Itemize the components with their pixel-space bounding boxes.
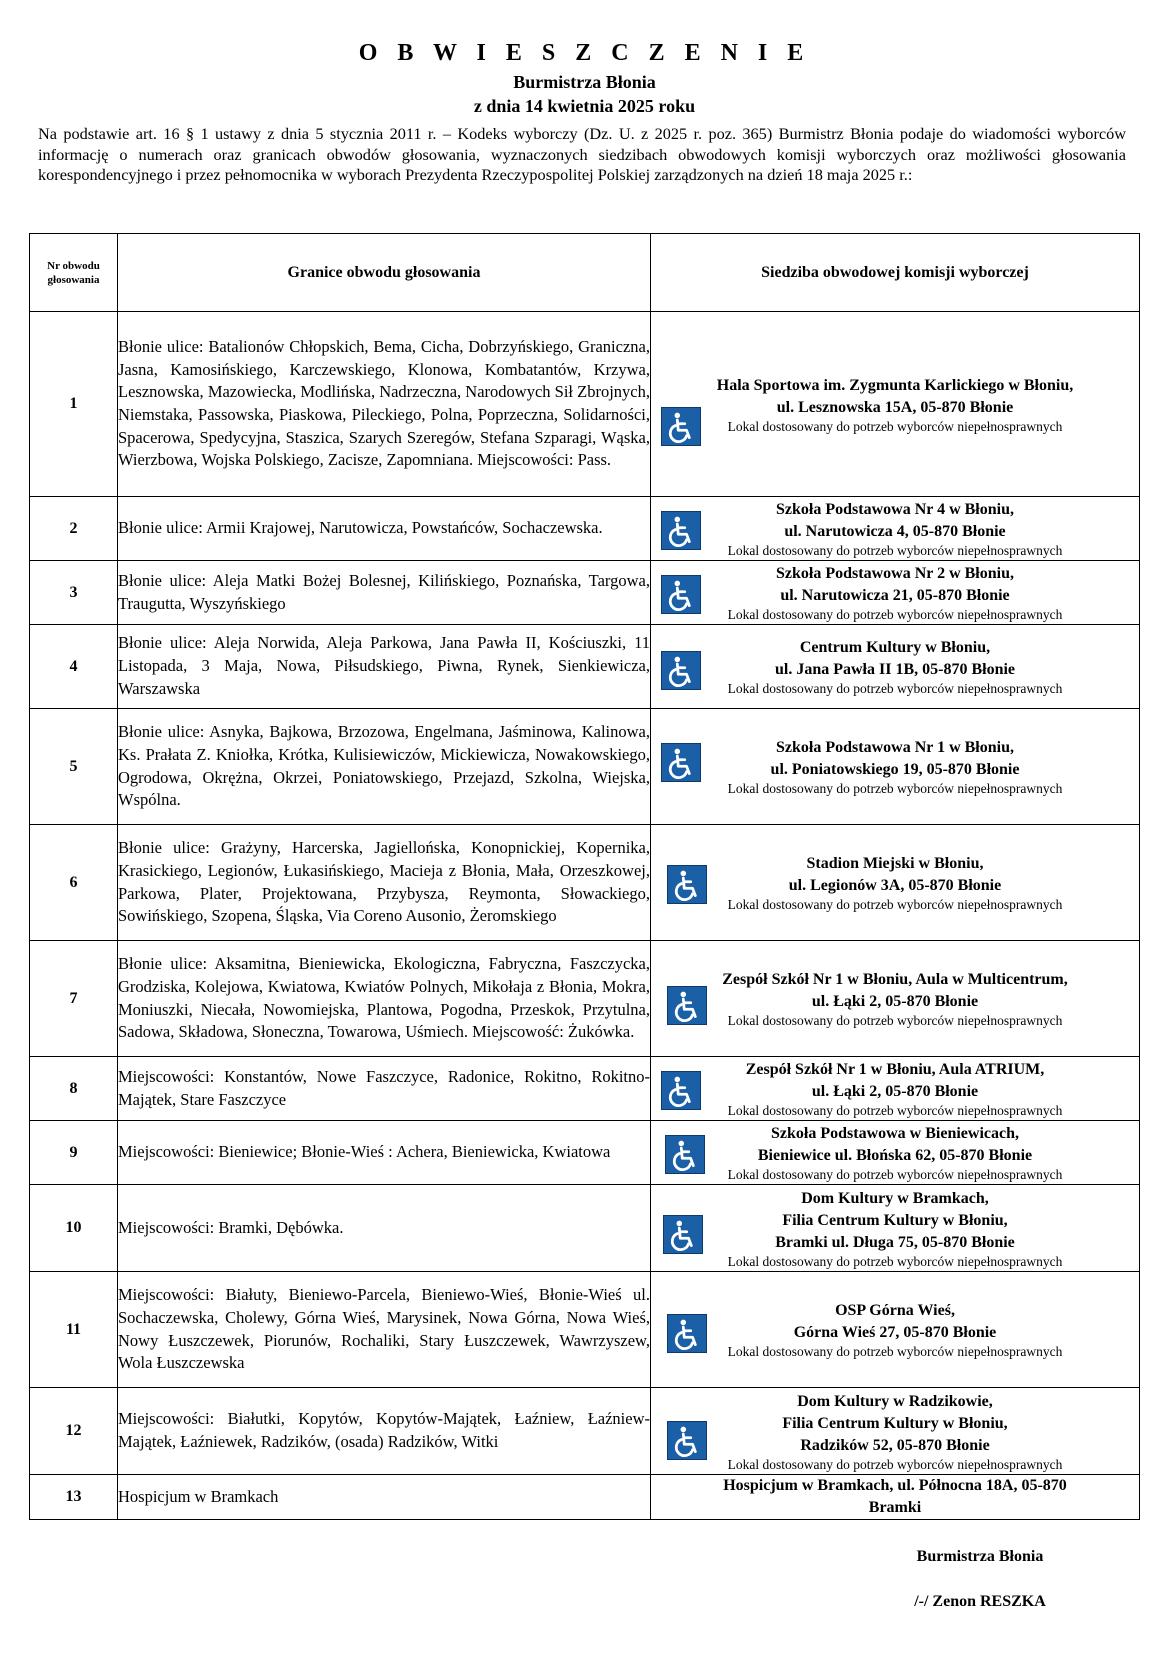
district-boundaries: Błonie ulice: Aleja Matki Bożej Bolesnej, Kilińskiego, Poznańska, Targowa, Traugutta, Wyszyńskiego [118, 561, 651, 625]
commission-seat [651, 1121, 1140, 1185]
commission-seat [651, 1388, 1140, 1475]
commission-seat [651, 561, 1140, 625]
wheelchair-icon [663, 1215, 703, 1254]
district-number: 3 [30, 561, 118, 625]
address-line: Hala Sportowa im. Zygmunta Karlickiego w Błoniu, [716, 376, 1074, 394]
commission-address [651, 1475, 1139, 1519]
district-boundaries: Błonie ulice: Aleja Norwida, Aleja Parkowa, Jana Pawła II, Kościuszki, 11 Listopada, 3 Maja, Nowa, Piłsudskiego, Piwna, Rynek, Sienkiewicza, Warszawska [118, 625, 651, 709]
address-line: Bramki ul. Długa 75, 05-870 Błonie [775, 1233, 1015, 1251]
address-line: Radzików 52, 05-870 Błonie [800, 1436, 990, 1454]
district-boundaries: Błonie ulice: Grażyny, Harcerska, Jagiellońska, Konopnickiej, Kopernika, Krasickiego, Legionów, Łukasińskiego, Macieja z Błonia, Mała, Orzeszkowej, Parkowa, Plater, Projektowana, Przybysza, Reymonta, Słowackiego, Sowińskiego, Szopena, Śląska, Via Coreno Ausonio, Żeromskiego [118, 825, 651, 941]
district-number: 2 [30, 497, 118, 561]
accessibility-note: Lokal dostosowany do potrzeb wyborców niepełnosprawnych [727, 1344, 1063, 1359]
address-line: ul. Lesznowska 15A, 05-870 Błonie [776, 398, 1014, 416]
wheelchair-icon [667, 1421, 707, 1460]
district-boundaries: Błonie ulice: Batalionów Chłopskich, Bema, Cicha, Dobrzyńskiego, Graniczna, Jasna, Kamosińskiego, Karczewskiego, Klonowa, Kombatantów, Krzywa, Lesznowska, Mazowiecka, Modlińska, Nadrzeczna, Narodowych Sił Zbrojnych, Niemstaka, Passowska, Piaskowa, Pileckiego, Polna, Poprzeczna, Solidarności, Spacerowa, Spedycyjna, Staszica, Szarych Szeregów, Stefana Szparagi, Wąska, Wierzbowa, Wojska Polskiego, Zacisze, Zapomniana. Miejscowości: Pass. [118, 312, 651, 497]
address-line: Bieniewice ul. Błońska 62, 05-870 Błonie [757, 1147, 1033, 1164]
commission-seat [651, 941, 1140, 1057]
signature-name: /-/ Zenon RESZKA [914, 1593, 1046, 1610]
district-boundaries: Miejscowości: Bramki, Dębówka. [118, 1185, 651, 1272]
district-number: 4 [30, 625, 118, 709]
commission-seat [651, 312, 1140, 497]
commission-seat [651, 1185, 1140, 1272]
address-line: Górna Wieś 27, 05-870 Błonie [793, 1324, 997, 1341]
table-row [30, 1272, 1140, 1388]
address-line: Szkoła Podstawowa Nr 2 w Błoniu, [776, 565, 1014, 582]
commission-seat [651, 1475, 1140, 1520]
commission-address [651, 1391, 1139, 1472]
table-row [30, 709, 1140, 825]
district-number: 6 [30, 825, 118, 941]
table-row [30, 1475, 1140, 1520]
address-line: ul. Narutowicza 21, 05-870 Błonie [780, 587, 1010, 604]
table-row [30, 312, 1140, 497]
address-line: ul. Łąki 2, 05-870 Błonie [811, 993, 979, 1010]
address-line: Zespół Szkół Nr 1 w Błoniu, Aula w Multicentrum, [722, 971, 1068, 988]
table-row [30, 1185, 1140, 1272]
wheelchair-icon [661, 511, 701, 550]
commission-address [651, 1300, 1139, 1359]
wheelchair-icon [661, 1071, 701, 1110]
commission-address [651, 1123, 1139, 1182]
district-number: 1 [30, 312, 118, 497]
district-boundaries: Błonie ulice: Armii Krajowej, Narutowicza, Powstańców, Sochaczewska. [118, 497, 651, 561]
signature-title: Burmistrza Błonia [916, 1548, 1044, 1565]
wheelchair-icon [667, 1314, 707, 1353]
address-line: ul. Łąki 2, 05-870 Błonie [811, 1083, 979, 1100]
commission-address [651, 1188, 1139, 1269]
district-boundaries: Miejscowości: Białuty, Bieniewo-Parcela, Bieniewo-Wieś, Błonie-Wieś ul. Sochaczewska, Cholewy, Górna Wieś, Marysinek, Nowa Górna, Nowa Wieś, Nowy Łuszczewek, Piorunów, Rochaliki, Stary Łuszczewek, Wawrzyszew, Wola Łuszczewska [118, 1272, 651, 1388]
table-row [30, 825, 1140, 941]
table-row [30, 1121, 1140, 1185]
address-line: ul. Narutowicza 4, 05-870 Błonie [784, 523, 1006, 540]
wheelchair-icon [661, 743, 701, 782]
commission-seat [651, 497, 1140, 561]
table-row [30, 561, 1140, 625]
address-line: Centrum Kultury w Błoniu, [799, 639, 991, 656]
commission-seat [651, 709, 1140, 825]
address-line: Filia Centrum Kultury w Błoniu, [782, 1414, 1008, 1432]
district-number: 9 [30, 1121, 118, 1185]
accessibility-note: Lokal dostosowany do potrzeb wyborców niepełnosprawnych [727, 897, 1063, 912]
district-number: 8 [30, 1057, 118, 1121]
table-header-row [30, 234, 1140, 312]
address-line: Dom Kultury w Radzikowie, [797, 1392, 993, 1410]
accessibility-note: Lokal dostosowany do potrzeb wyborców niepełnosprawnych [727, 1456, 1063, 1472]
address-line: OSP Górna Wieś, [835, 1302, 955, 1319]
district-boundaries: Hospicjum w Bramkach [118, 1475, 651, 1520]
commission-address [651, 637, 1139, 696]
accessibility-note: Lokal dostosowany do potrzeb wyborców niepełnosprawnych [727, 781, 1063, 796]
address-line: Szkoła Podstawowa w Bieniewicach, [771, 1125, 1019, 1142]
address-line: Szkoła Podstawowa Nr 4 w Błoniu, [776, 501, 1014, 518]
wheelchair-icon [661, 575, 701, 614]
wheelchair-icon [667, 986, 707, 1025]
header-nr: Nr obwodu głosowania [30, 234, 118, 312]
district-boundaries: Miejscowości: Bieniewice; Błonie-Wieś : Achera, Bieniewicka, Kwiatowa [118, 1121, 651, 1185]
table-row [30, 1388, 1140, 1475]
document-subtitle: Burmistrza Błonia [513, 72, 656, 92]
intro-paragraph: Na podstawie art. 16 § 1 ustawy z dnia 5 stycznia 2011 r. – Kodeks wyborczy (Dz. U. z 2025 r. poz. 365) Burmistrz Błonia podaje do wiadomości wyborców informację o numerach oraz granicach obwodów głosowania, wyznaczonych siedzibach obwodowych komisji wyborczych oraz możliwości głosowania korespondencyjnego i przez pełnomocnika w wyborach Prezydenta Rzeczypospolitej Polskiej zarządzonych na dzień 18 maja 2025 r.: [38, 124, 1126, 184]
district-number: 10 [30, 1185, 118, 1272]
district-number: 7 [30, 941, 118, 1057]
address-line: ul. Poniatowskiego 19, 05-870 Błonie [770, 761, 1020, 778]
district-number: 5 [30, 709, 118, 825]
commission-seat [651, 1272, 1140, 1388]
accessibility-note: Lokal dostosowany do potrzeb wyborców niepełnosprawnych [727, 681, 1063, 696]
wheelchair-icon [667, 865, 707, 904]
commission-address [651, 499, 1139, 558]
commission-address [651, 563, 1139, 622]
wheelchair-icon [661, 651, 701, 690]
commission-address [651, 737, 1139, 796]
table-row [30, 1057, 1140, 1121]
address-line: Filia Centrum Kultury w Błoniu, [782, 1211, 1008, 1229]
address-line: ul. Jana Pawła II 1B, 05-870 Błonie [774, 661, 1016, 678]
document-date: z dnia 14 kwietnia 2025 roku [473, 96, 696, 116]
commission-address [651, 853, 1139, 912]
commission-seat [651, 625, 1140, 709]
polling-districts-table [29, 233, 1140, 1520]
accessibility-note: Lokal dostosowany do potrzeb wyborców niepełnosprawnych [727, 1103, 1063, 1118]
district-boundaries: Miejscowości: Konstantów, Nowe Faszczyce, Radonice, Rokitno, Rokitno-Majątek, Stare Faszczyce [118, 1057, 651, 1121]
address-line: Stadion Miejski w Błoniu, [806, 855, 984, 872]
address-line: ul. Legionów 3A, 05-870 Błonie [788, 877, 1002, 894]
table-row [30, 625, 1140, 709]
district-number: 12 [30, 1388, 118, 1475]
commission-seat [651, 825, 1140, 941]
accessibility-note: Lokal dostosowany do potrzeb wyborców niepełnosprawnych [727, 1167, 1063, 1182]
table-row [30, 941, 1140, 1057]
header-granice: Granice obwodu głosowania [118, 234, 651, 312]
wheelchair-icon [665, 1135, 705, 1174]
accessibility-note: Lokal dostosowany do potrzeb wyborców niepełnosprawnych [727, 1253, 1063, 1269]
address-line: Zespół Szkół Nr 1 w Błoniu, Aula ATRIUM, [745, 1061, 1045, 1078]
wheelchair-icon [661, 407, 701, 446]
district-boundaries: Błonie ulice: Aksamitna, Bieniewicka, Ekologiczna, Fabryczna, Faszczycka, Grodziska, Kolejowa, Kwiatowa, Kwiatów Polnych, Mikołaja z Błonia, Mokra, Moniuszki, Niecała, Nowomiejska, Plantowa, Pogodna, Przeskok, Przytulna, Sadowa, Składowa, Słoneczna, Towarowa, Uśmiech. Miejscowość: Żukówka. [118, 941, 651, 1057]
accessibility-note: Lokal dostosowany do potrzeb wyborców niepełnosprawnych [727, 543, 1063, 558]
table-row [30, 497, 1140, 561]
commission-seat [651, 1057, 1140, 1121]
address-line: Szkoła Podstawowa Nr 1 w Błoniu, [776, 739, 1014, 756]
district-boundaries: Błonie ulice: Asnyka, Bajkowa, Brzozowa, Engelmana, Jaśminowa, Kalinowa, Ks. Prałata Z. Kniołka, Krótka, Kulisiewiczów, Mickiewicza, Nowakowskiego, Ogrodowa, Okrężna, Okrzei, Poniatowskiego, Przejazd, Szkolna, Wiejska, Wspólna. [118, 709, 651, 825]
address-line: Bramki [868, 1499, 922, 1516]
commission-address [651, 375, 1139, 434]
commission-address [651, 1059, 1139, 1118]
document-title: O B W I E S Z C Z E N I E [358, 40, 811, 66]
district-number: 11 [30, 1272, 118, 1388]
header-siedziba: Siedziba obwodowej komisji wyborczej [651, 234, 1140, 312]
address-line: Hospicjum w Bramkach, ul. Północna 18A, 05-870 [723, 1477, 1067, 1494]
district-number: 13 [30, 1475, 118, 1520]
commission-address [651, 969, 1139, 1028]
accessibility-note: Lokal dostosowany do potrzeb wyborców niepełnosprawnych [727, 607, 1063, 622]
district-boundaries: Miejscowości: Białutki, Kopytów, Kopytów-Majątek, Łaźniew, Łaźniew-Majątek, Łaźniewek, Radzików, (osada) Radzików, Witki [118, 1388, 651, 1475]
accessibility-note: Lokal dostosowany do potrzeb wyborców niepełnosprawnych [727, 1013, 1063, 1028]
accessibility-note: Lokal dostosowany do potrzeb wyborców niepełnosprawnych [727, 418, 1063, 434]
address-line: Dom Kultury w Bramkach, [801, 1189, 989, 1207]
